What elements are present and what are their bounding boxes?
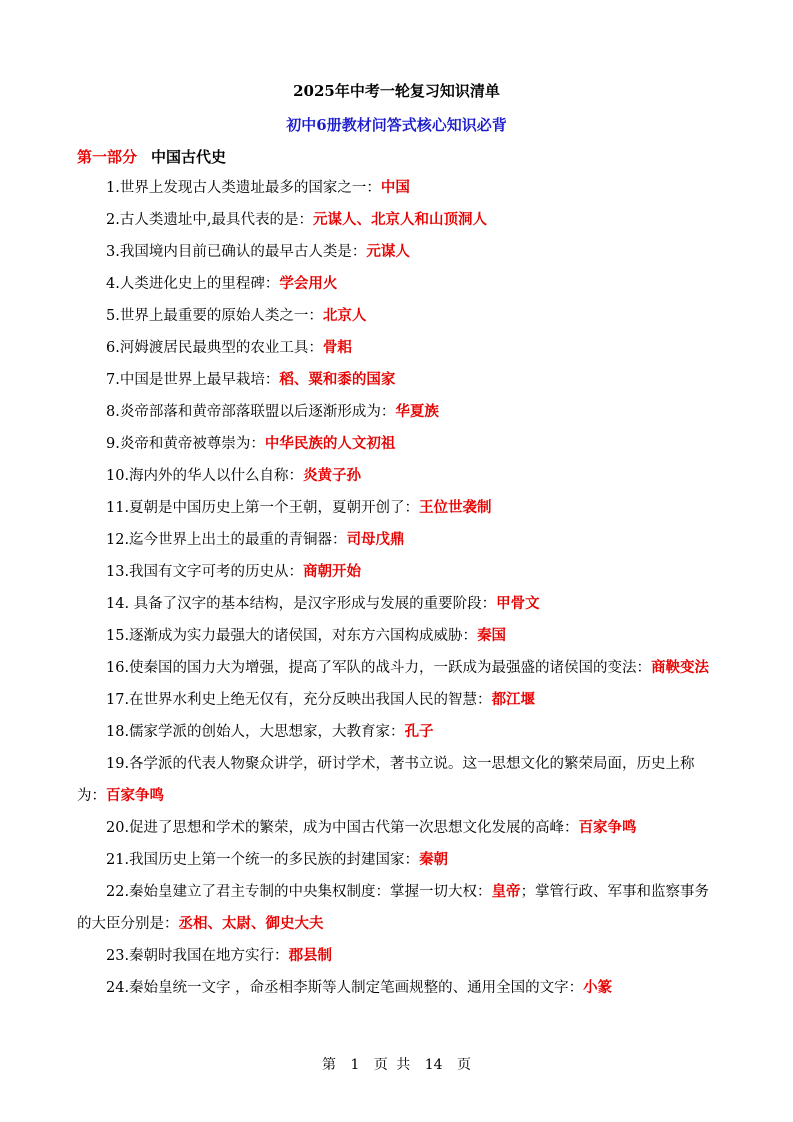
question-text: 22.秦始皇建立了君主专制的中央集权制度：掌握一切大权： [106,884,492,900]
section-heading [77,146,226,167]
answer-text: 王位世袭制 [419,500,492,516]
question-text: 20.促进了思想和学术的繁荣，成为中国古代第一次思想文化发展的高峰： [106,820,579,836]
answer-text: 中国 [380,180,410,196]
answer-text: 商鞅变法 [651,660,710,676]
question-text: 7.中国是世界上最早栽培： [106,372,280,388]
footer-mid: 页 共 [373,1057,411,1073]
question-text: 12.迄今世界上出土的最重的青铜器： [106,532,347,548]
answer-text: 秦国 [477,628,507,644]
list-item [77,972,717,1004]
question-text: 10.海内外的华人以什么自称： [106,468,304,484]
question-text: 13.我国有文字可考的历史从： [106,564,304,580]
answer-text: 甲骨文 [496,596,540,612]
answer-text: 百家争鸣 [106,788,164,804]
footer-page-number: 1 [350,1057,360,1073]
document-title: 2025年中考一轮复习知识清单 [293,82,500,100]
question-text: 23.秦朝时我国在地方实行： [106,948,289,964]
question-text: 15.逐渐成为实力最强大的诸侯国，对东方六国构成威胁： [106,628,478,644]
question-text: 3.我国境内目前已确认的最早古人类是： [106,244,367,260]
answer-text: 北京人 [322,308,367,324]
question-text: 9.炎帝和黄帝被尊崇为： [106,436,265,452]
question-text: 2.古人类遗址中,最具代表的是： [106,212,313,228]
page-footer [0,1054,793,1074]
list-item [77,652,717,684]
footer-total-pages: 14 [424,1057,443,1073]
list-item [77,492,717,524]
list-item [77,332,717,364]
answer-text: 元谋人 [366,244,410,260]
list-item [77,204,717,236]
list-item [77,428,717,460]
question-text-continued: ；掌管行政、军事和监察事务的大臣分别是： [77,884,710,932]
list-item [77,812,717,844]
list-item [77,556,717,588]
answer-text: 商朝开始 [303,564,362,580]
question-text: 11.夏朝是中国历史上第一个王朝，夏朝开创了： [106,500,420,516]
list-item [77,716,717,748]
list-item [77,748,717,812]
answer-text: 秦朝 [419,852,449,868]
section-label: 第一部分 [77,148,138,166]
list-item [77,876,717,940]
list-item [77,396,717,428]
question-text: 8.炎帝部落和黄帝部落联盟以后逐渐形成为： [106,404,396,420]
list-item [77,236,717,268]
question-text: 6.河姆渡居民最典型的农业工具： [106,340,323,356]
list-item [77,684,717,716]
answer-text: 皇帝 [491,884,521,900]
list-item [77,940,717,972]
answer-text-second: 丞相、太尉、御史大夫 [178,916,324,932]
footer-prefix: 第 [321,1057,336,1073]
answer-text: 元谋人、北京人和山顶洞人 [312,212,487,228]
section-name: 中国古代史 [151,148,227,166]
answer-text: 司母戊鼎 [346,532,405,548]
answer-text: 百家争鸣 [578,820,637,836]
question-text: 1.世界上发现古人类遗址最多的国家之一： [106,180,381,196]
question-text: 17.在世界水利史上绝无仅有，充分反映出我国人民的智慧： [106,692,492,708]
answer-text: 小篆 [583,980,613,996]
answer-text: 炎黄子孙 [303,468,362,484]
question-text: 21.我国历史上第一个统一的多民族的封建国家： [106,852,420,868]
list-item [77,460,717,492]
list-item [77,844,717,876]
answer-text: 孔子 [404,724,434,740]
answer-text: 都江堰 [491,692,536,708]
list-item [77,268,717,300]
list-item [77,364,717,396]
answer-text: 学会用火 [279,276,338,292]
list-item [77,620,717,652]
answer-text: 中华民族的人文初祖 [264,436,396,452]
answer-text: 稻、粟和黍的国家 [279,372,396,388]
question-text: 19.各学派的代表人物聚众讲学，研讨学术，著书立说。这一思想文化的繁荣局面，历史上称为： [77,756,695,804]
list-item [77,172,717,204]
question-text: 24.秦始皇统一文字 ，命丞相李斯等人制定笔画规整的、通用全国的文字： [106,980,584,996]
list-item [77,588,717,620]
question-list [77,172,717,1004]
list-item [77,524,717,556]
footer-suffix: 页 [457,1057,471,1073]
answer-text: 骨耜 [322,340,352,356]
document-subtitle: 初中6册教材问答式核心知识必背 [286,116,507,134]
question-text: 18.儒家学派的创始人，大思想家，大教育家： [106,724,405,740]
answer-text: 华夏族 [395,404,439,420]
question-text: 5.世界上最重要的原始人类之一： [106,308,323,324]
question-text: 4.人类进化史上的里程碑： [106,276,280,292]
question-text: 16.使秦国的国力大为增强，提高了军队的战斗力，一跃成为最强盛的诸侯国的变法： [106,660,652,676]
list-item [77,300,717,332]
question-text: 14. 具备了汉字的基本结构，是汉字形成与发展的重要阶段： [106,596,497,612]
answer-text: 郡县制 [288,948,333,964]
